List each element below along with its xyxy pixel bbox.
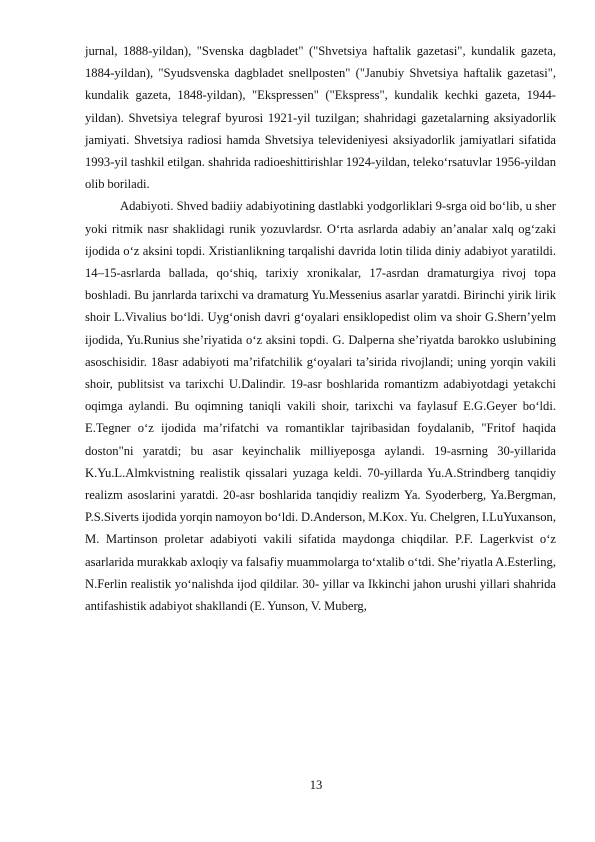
paragraph-literature: Adabiyoti. Shved badiiy adabiyotining dastlabki yodgorliklari 9-srga oid bo‘lib, u sher yoki ritmik nasr shaklidagi runik yozuvlardsr. O‘rta asrlarda adabiy an’analar xalq og‘zaki ijodida o‘z aksini topdi. Xristianlikning tarqalishi davrida lotin tilida diniy adabiyot yaratildi. 14–15-asrlarda ballada, qo‘shiq, tarixiy xronikalar, 17-asrdan dramaturgiya rivoj topa boshladi. Bu janrlarda tarixchi va dramaturg Yu.Messenius asarlar yaratdi. Birinchi yirik lirik shoir L.Vivalius bo‘ldi. Uyg‘onish davri g‘oyalari ensiklopedist olim va shoir G.Shern’yelm ijodida, Yu.Runius she’riyatida o‘z aksini topdi. G. Dalperna she’riyatda barokko uslubining asoschisidir. 18asr adabiyoti ma’rifatchilik g‘oyalari ta’sirida rivojlandi; uning yorqin vakili shoir, publitsist va tarixchi U.Dalindir. 19-asr boshlarida romantizm adabiyotdagi yetakchi oqimga aylandi. Bu oqimning taniqli vakili shoir, tarixchi va faylasuf E.G.Geyer bo‘ldi. E.Tegner o‘z ijodida ma’rifatchi va romantiklar tajribasidan foydalanib, "Fritof haqida doston"ni yaratdi; bu asar keyinchalik milliyeposga aylandi. 19-asrning 30-yillarida K.Yu.L.Almkvistning realistik qissalari yuzaga keldi. 70-yillarda Yu.A.Strindberg tanqidiy realizm asoslarini yaratdi. 20-asr boshlarida tanqidiy realizm Ya. Syoderberg, Ya.Bergman, P.S.Siverts ijodida yorqin namoyon bo‘ldi. D.Anderson, M.Kox. Yu. Chelgren, I.LuYuxanson, M. Martinson proletar adabiyoti vakili sifatida maydonga chiqdilar. P.F. Lagerkvist o‘z asarlarida murakkab axloqiy va falsafiy muammolarga to‘xtalib o‘tdi. She’riyatla A.Esterling, N.Ferlin realistik yo‘nalishda ijod qildilar. 30- yillar va Ikkinchi jahon urushi yillari shahrida antifashistik adabiyot shakllandi (E. Yunson, V. Muberg, (85, 199, 556, 614)
document-body (85, 40, 556, 617)
page-number: 13 (309, 778, 323, 792)
paragraph-press: jurnal, 1888-yildan), "Svenska dagbladet" ("Shvetsiya haftalik gazetasi", kundalik gazeta, 1884-yildan), "Syudsvenska dagbladet snellposten" ("Janubiy Shvetsiya haftalik gazetasi", kundalik gazeta, 1848-yildan), "Ekspressen" ("Ekspress", kundalik kechki gazeta, 1944-yildan). Shvetsiya telegraf byurosi 1921-yil tuzilgan; shahridagi gazetalarning aksiyadorlik jamiyati. Shvetsiya radiosi hamda Shvetsiya televideniyesi aksiyadorlik jamiyatlari sifatida 1993-yil tashkil etilgan. shahrida radioeshittirishlar 1924-yildan, teleko‘rsatuvlar 1956-yildan olib boriladi. (85, 44, 556, 192)
